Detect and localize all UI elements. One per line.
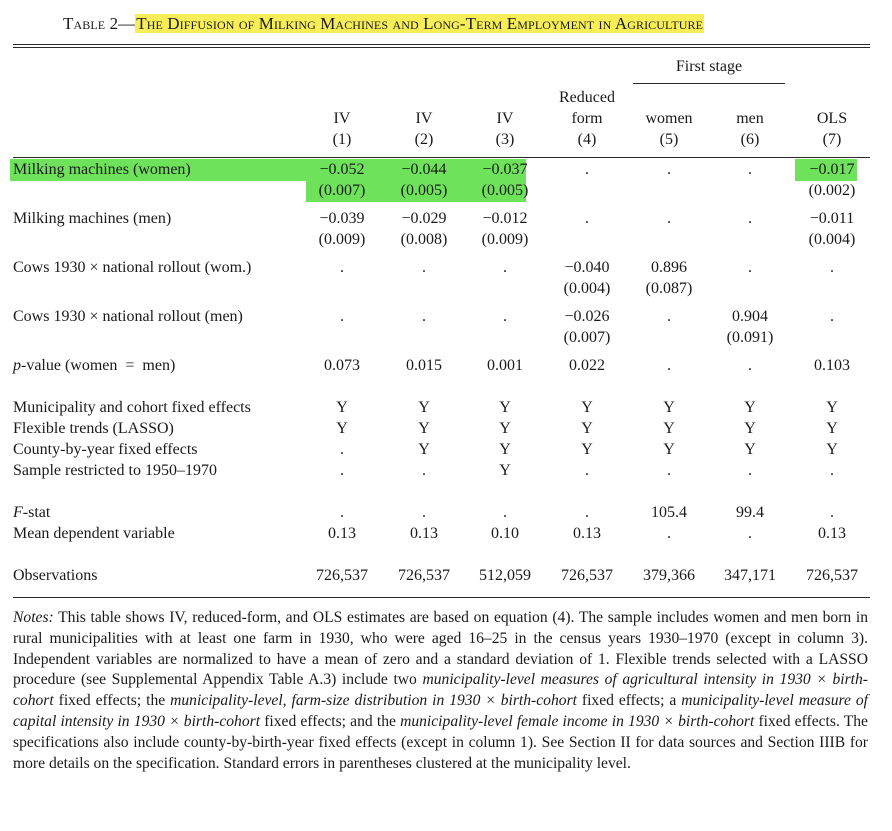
se-cell: (0.008) [400, 231, 448, 248]
coef-cell: . [667, 210, 671, 227]
table-title [63, 14, 704, 34]
table-number: Table 2— [63, 14, 136, 33]
column-header-number: (5) [659, 131, 679, 148]
stat-label: F-stat [13, 504, 51, 521]
bottom-rule [13, 597, 870, 598]
first-stage-rule [633, 83, 785, 84]
notes-text-5: fixed effects. The specifications also include county-by-birth-year fixed effects (except in column 1). See Section II for data sources and Section IIIB for more details on the specification. Standard errors in parentheses clustered at the municipality level. [13, 712, 868, 772]
notes-lead: Notes: [13, 609, 54, 626]
se-cell: (0.087) [645, 280, 693, 297]
control-cell: Y [418, 441, 430, 458]
control-cell: . [585, 462, 589, 479]
observations-cell: 512,059 [479, 567, 531, 584]
control-cell: Y [499, 420, 511, 437]
se-cell: (0.009) [318, 231, 366, 248]
row-label: p-value (women = men) [13, 357, 176, 374]
coef-cell: . [503, 259, 507, 276]
coef-cell: −0.029 [401, 210, 447, 227]
coef-cell: . [667, 357, 671, 374]
notes-italic-3: municipality-level measure of capital intensity in 1930 × birth-cohort [13, 692, 868, 730]
stat-cell: . [667, 525, 671, 542]
control-cell: Y [581, 399, 593, 416]
notes-text-3: fixed effects; a [576, 692, 682, 710]
coef-cell: . [585, 161, 589, 178]
header-rule [13, 157, 870, 158]
coef-cell: . [748, 161, 752, 178]
coef-cell: . [748, 259, 752, 276]
control-cell: Y [499, 399, 511, 416]
column-header-type: IV [496, 110, 514, 127]
coef-cell: . [340, 259, 344, 276]
coef-cell: 0.022 [569, 357, 605, 374]
control-label: Flexible trends (LASSO) [13, 420, 174, 437]
coef-cell: . [748, 357, 752, 374]
se-cell: (0.005) [481, 182, 529, 199]
control-cell: Y [663, 399, 675, 416]
column-header-number: (2) [414, 131, 434, 148]
observations-cell: 726,537 [316, 567, 368, 584]
column-header-line1: Reduced [559, 89, 615, 106]
control-cell: . [830, 462, 834, 479]
se-cell: (0.009) [481, 231, 529, 248]
control-cell: Y [336, 399, 348, 416]
se-cell: (0.004) [808, 231, 856, 248]
observations-cell: 726,537 [398, 567, 450, 584]
stat-cell: 99.4 [736, 504, 764, 521]
control-cell: Y [826, 441, 838, 458]
observations-cell: 726,537 [561, 567, 613, 584]
coef-cell: −0.039 [319, 210, 365, 227]
column-header-number: (3) [495, 131, 515, 148]
notes-italic-1: municipality-level measures of agricultural intensity in 1930 × birth-cohort [13, 671, 868, 710]
coef-cell: . [667, 161, 671, 178]
stat-cell: 0.13 [818, 525, 846, 542]
column-header-number: (4) [577, 131, 597, 148]
observations-cell: 726,537 [806, 567, 858, 584]
column-header-type: men [736, 110, 764, 127]
control-cell: Y [581, 441, 593, 458]
notes-text-1: This table shows IV, reduced-form, and OLS estimates are based on equation (4). The sample includes women and men born in rural municipalities with at least one farm in 1930, who were aged 16–25 in the census years 1930–1970 (except in column 3). Independent variables are normalized to have a mean of zero and a standard deviation of 1. Flexible trends selected with a LASSO procedure (see Supplemental Appendix Table A.3) include two [13, 609, 868, 689]
column-header-type: IV [415, 110, 433, 127]
notes-italic-2: municipality-level, farm-size distribution in 1930 × birth-cohort [170, 692, 577, 710]
se-cell: (0.004) [563, 280, 611, 297]
coef-cell: . [830, 259, 834, 276]
coef-cell: 0.896 [651, 259, 687, 276]
stat-cell: . [422, 504, 426, 521]
coef-cell: −0.011 [809, 210, 855, 227]
control-cell: Y [499, 441, 511, 458]
column-header-number: (1) [332, 131, 352, 148]
stat-cell: 0.13 [328, 525, 356, 542]
coef-cell: . [503, 308, 507, 325]
coef-cell: 0.015 [406, 357, 442, 374]
control-cell: Y [744, 399, 756, 416]
row-label: Cows 1930 × national rollout (wom.) [13, 259, 252, 276]
stat-cell: 105.4 [651, 504, 687, 521]
control-cell: Y [336, 420, 348, 437]
control-cell: Y [826, 420, 838, 437]
control-cell: Y [744, 420, 756, 437]
control-cell: Y [826, 399, 838, 416]
table-title-text: The Diffusion of Milking Machines and Long-Term Employment in Agriculture [136, 14, 704, 33]
observations-cell: 379,366 [643, 567, 695, 584]
row-label: Milking machines (men) [13, 210, 172, 227]
first-stage-label: First stage [675, 58, 743, 75]
coef-cell: . [748, 210, 752, 227]
se-cell: (0.002) [808, 182, 856, 199]
coef-cell: . [585, 210, 589, 227]
control-cell: Y [744, 441, 756, 458]
control-cell: Y [499, 462, 511, 479]
se-cell: (0.007) [563, 329, 611, 346]
coef-cell: −0.037 [482, 161, 528, 178]
table-notes [13, 608, 868, 774]
stat-cell: . [830, 504, 834, 521]
control-cell: . [340, 462, 344, 479]
coef-cell: −0.052 [319, 161, 365, 178]
column-header-type: OLS [816, 110, 848, 127]
column-header-number: (6) [740, 131, 760, 148]
coef-cell: 0.904 [732, 308, 768, 325]
control-cell: Y [418, 420, 430, 437]
coef-cell: . [830, 308, 834, 325]
observations-label: Observations [13, 567, 98, 584]
stat-label: Mean dependent variable [13, 525, 175, 542]
stat-cell: 0.13 [573, 525, 601, 542]
se-cell: (0.007) [318, 182, 366, 199]
coef-cell: −0.040 [564, 259, 610, 276]
coef-cell: 0.073 [324, 357, 360, 374]
control-cell: Y [663, 420, 675, 437]
notes-text-2: fixed effects; the [53, 692, 171, 710]
se-cell: (0.005) [400, 182, 448, 199]
control-cell: . [667, 462, 671, 479]
stat-cell: 0.13 [410, 525, 438, 542]
control-cell: Y [418, 399, 430, 416]
top-rule-2 [13, 47, 870, 48]
column-header-type: women [645, 110, 693, 127]
coef-cell: −0.017 [809, 161, 855, 178]
coef-cell: −0.012 [482, 210, 528, 227]
stat-cell: 0.10 [491, 525, 519, 542]
row-label: Milking machines (women) [13, 161, 191, 178]
control-cell: . [340, 441, 344, 458]
coef-cell: . [422, 259, 426, 276]
se-cell: (0.091) [726, 329, 774, 346]
stat-cell: . [748, 525, 752, 542]
control-cell: . [748, 462, 752, 479]
control-label: Municipality and cohort fixed effects [13, 399, 251, 416]
control-label: County-by-year fixed effects [13, 441, 198, 458]
observations-cell: 347,171 [724, 567, 776, 584]
coef-cell: 0.001 [487, 357, 523, 374]
column-header-type: IV [333, 110, 351, 127]
stat-cell: . [585, 504, 589, 521]
control-cell: Y [663, 441, 675, 458]
coef-cell: . [667, 308, 671, 325]
control-cell: . [422, 462, 426, 479]
coef-cell: −0.044 [401, 161, 447, 178]
stat-cell: . [340, 504, 344, 521]
row-label: Cows 1930 × national rollout (men) [13, 308, 243, 325]
top-rule-1 [13, 44, 870, 45]
coef-cell: . [422, 308, 426, 325]
column-header-type: form [571, 110, 603, 127]
notes-italic-4: municipality-level female income in 1930 × birth-cohort [400, 712, 755, 730]
stat-cell: . [503, 504, 507, 521]
coef-cell: 0.103 [814, 357, 850, 374]
notes-text-4: fixed effects; and the [260, 712, 401, 730]
control-cell: Y [581, 420, 593, 437]
control-label: Sample restricted to 1950–1970 [13, 462, 217, 479]
column-header-number: (7) [822, 131, 842, 148]
coef-cell: −0.026 [564, 308, 610, 325]
coef-cell: . [340, 308, 344, 325]
